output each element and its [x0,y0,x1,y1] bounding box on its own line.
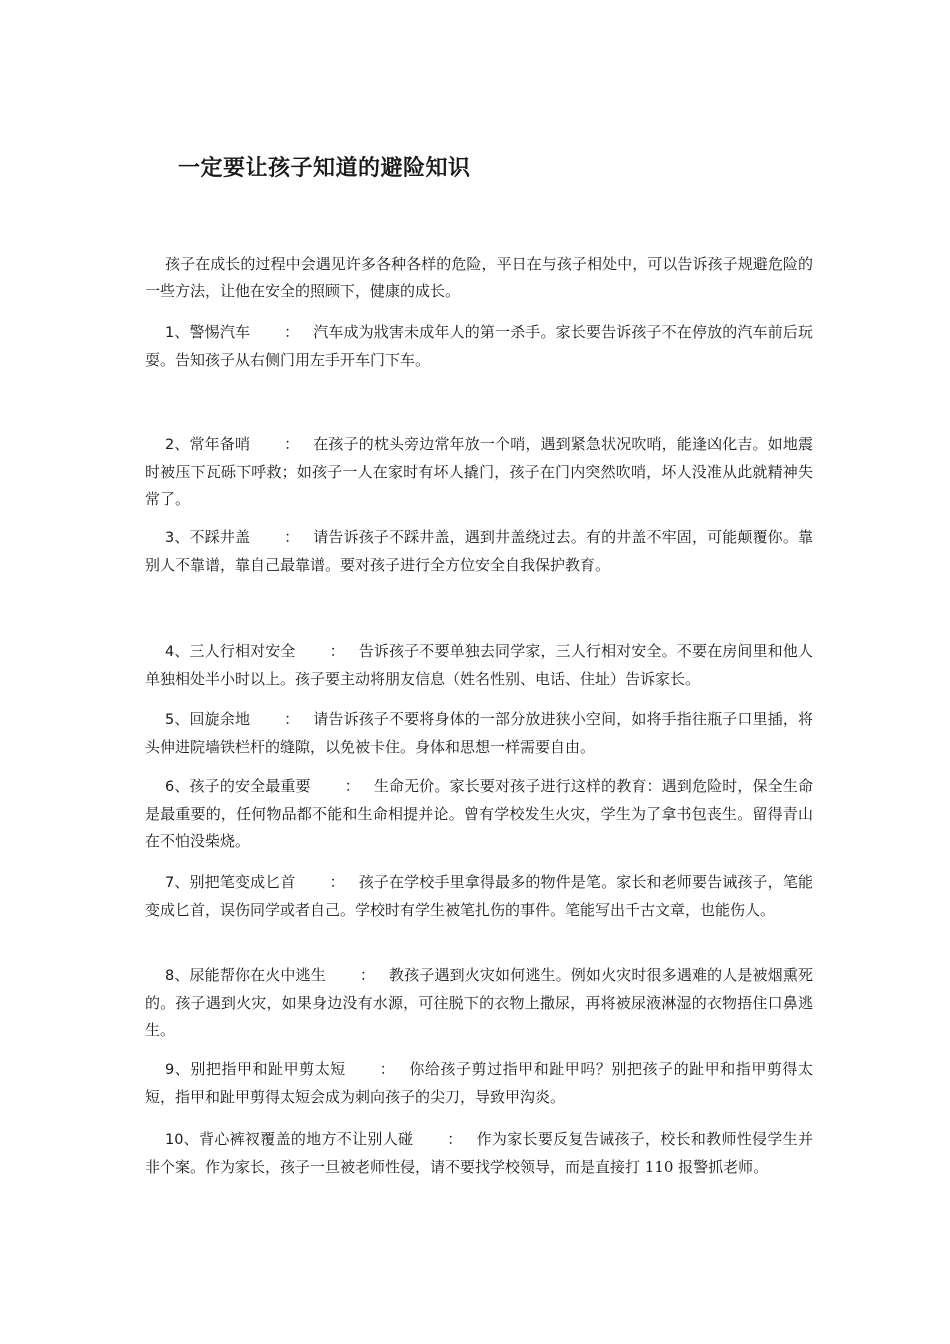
tip-colon: ： [359,966,375,984]
tip-text: 请告诉孩子不要将身体的一部分放进狭小空间，如将手指往瓶子口里插，将头伸进院墙铁栏杆的缝隙，以免被卡住。身体和思想一样需要自由。 [145,710,813,756]
tip-text: 孩子在学校手里拿得最多的物件是笔。家长和老师要告诫孩子，笔能变成匕首，误伤同学或者自己。学校时有学生被笔扎伤的事件。笔能写出千古文章，也能伤人。 [145,873,813,919]
tip-text: 汽车成为戕害未成年人的第一杀手。家长要告诉孩子不在停放的汽车前后玩耍。告知孩子从右侧门用左手开车门下车。 [145,323,813,369]
tip-paragraph-1: 1、警惕汽车 ： 汽车成为戕害未成年人的第一杀手。家长要告诉孩子不在停放的汽车前后玩耍。告知孩子从右侧门用左手开车门下车。 [145,319,813,374]
tip-colon: ： [379,1060,395,1078]
tip-paragraph-10: 10、背心裤衩覆盖的地方不让别人碰 ： 作为家长要反复告诫孩子，校长和教师性侵学生并非个案。作为家长，孩子一旦被老师性侵，请不要找学校领导，而是直接打 110 报警抓老师。 [145,1126,813,1181]
tip-heading: 常年备哨 [189,435,251,453]
tip-paragraph-9: 9、别把指甲和趾甲剪太短 ： 你给孩子剪过指甲和趾甲吗？别把孩子的趾甲和指甲剪得太短，指甲和趾甲剪得太短会成为刺向孩子的尖刀，导致甲沟炎。 [145,1056,813,1111]
document-title: 一定要让孩子知道的避险知识 [178,156,471,181]
tip-paragraph-4: 4、三人行相对安全 ： 告诉孩子不要单独去同学家，三人行相对安全。不要在房间里和他人单独相处半小时以上。孩子要主动将朋友信息（姓名性别、电话、住址）告诉家长。 [145,638,813,693]
tip-text: 教孩子遇到火灾如何逃生。例如火灾时很多遇难的人是被烟熏死的。孩子遇到火灾，如果身边没有水源，可往脱下的衣物上撒尿，再将被尿液淋湿的衣物捂住口鼻逃生。 [145,966,813,1039]
tip-colon: ： [284,710,300,728]
tip-colon: ： [329,642,345,660]
tip-heading: 三人行相对安全 [189,642,296,660]
tip-heading: 别把指甲和趾甲剪太短 [190,1060,346,1078]
tip-number: 7 [165,875,175,891]
tip-paragraph-3: 3、不踩井盖 ： 请告诉孩子不踩井盖，遇到井盖绕过去。有的井盖不牢固，可能颠覆你。靠别人不靠谱，靠自己最靠谱。要对孩子进行全方位安全自我保护教育。 [145,524,813,579]
tip-number: 8 [165,968,175,984]
tip-heading: 别把笔变成匕首 [189,873,296,891]
tip-colon: ： [284,323,300,341]
tip-number: 5 [165,712,175,728]
tip-heading: 回旋余地 [189,710,251,728]
tip-number: 9 [165,1062,175,1078]
tip-text: 告诉孩子不要单独去同学家，三人行相对安全。不要在房间里和他人单独相处半小时以上。孩子要主动将朋友信息（姓名性别、电话、住址）告诉家长。 [145,642,813,688]
tip-colon: ： [284,528,300,546]
tip-number: 10 [165,1132,184,1148]
tip-number: 3 [165,530,175,546]
tip-paragraph-8: 8、尿能帮你在火中逃生 ： 教孩子遇到火灾如何逃生。例如火灾时很多遇难的人是被烟熏死的。孩子遇到火灾，如果身边没有水源，可往脱下的衣物上撒尿，再将被尿液淋湿的衣物捂住口鼻逃生。 [145,962,813,1044]
tip-text: 作为家长要反复告诫孩子，校长和教师性侵学生并非个案。作为家长，孩子一旦被老师性侵，请不要找学校领导，而是直接打 110 报警抓老师。 [145,1130,813,1176]
tip-paragraph-2: 2、常年备哨 ： 在孩子的枕头旁边常年放一个哨，遇到紧急状况吹哨，能逢凶化吉。如地震时被压下瓦砾下呼救；如孩子一人在家时有坏人撬门，孩子在门内突然吹哨，坏人没准从此就精神失常了。 [145,431,813,513]
tip-text: 在孩子的枕头旁边常年放一个哨，遇到紧急状况吹哨，能逢凶化吉。如地震时被压下瓦砾下呼救；如孩子一人在家时有坏人撬门，孩子在门内突然吹哨，坏人没准从此就精神失常了。 [145,435,813,508]
tip-number: 6 [165,779,175,795]
tip-heading: 背心裤衩覆盖的地方不让别人碰 [199,1130,414,1148]
tip-number: 1 [165,325,175,341]
tip-paragraph-6: 6、孩子的安全最重要 ： 生命无价。家长要对孩子进行这样的教育：遇到危险时，保全生命是最重要的，任何物品都不能和生命相提并论。曾有学校发生火灾，学生为了拿书包丧生。留得青山在不怕没柴烧。 [145,773,813,855]
tip-colon: ： [284,435,300,453]
intro-paragraph: 孩子在成长的过程中会遇见许多各种各样的危险，平日在与孩子相处中，可以告诉孩子规避危险的一些方法，让他在安全的照顾下，健康的成长。 [145,255,813,300]
tip-text: 请告诉孩子不踩井盖，遇到井盖绕过去。有的井盖不牢固，可能颠覆你。靠别人不靠谱，靠自己最靠谱。要对孩子进行全方位安全自我保护教育。 [145,528,813,574]
tip-number: 2 [165,437,175,453]
tip-colon: ： [447,1130,463,1148]
tip-colon: ： [329,873,345,891]
tip-heading: 警惕汽车 [189,323,251,341]
tip-text: 生命无价。家长要对孩子进行这样的教育：遇到危险时，保全生命是最重要的，任何物品都不能和生命相提并论。曾有学校发生火灾，学生为了拿书包丧生。留得青山在不怕没柴烧。 [145,777,813,850]
tip-text: 你给孩子剪过指甲和趾甲吗？别把孩子的趾甲和指甲剪得太短，指甲和趾甲剪得太短会成为刺向孩子的尖刀，导致甲沟炎。 [145,1060,813,1106]
tip-paragraph-5: 5、回旋余地 ： 请告诉孩子不要将身体的一部分放进狭小空间，如将手指往瓶子口里插，将头伸进院墙铁栏杆的缝隙，以免被卡住。身体和思想一样需要自由。 [145,706,813,761]
tip-heading: 尿能帮你在火中逃生 [189,966,326,984]
tip-paragraph-7: 7、别把笔变成匕首 ： 孩子在学校手里拿得最多的物件是笔。家长和老师要告诫孩子，笔能变成匕首，误伤同学或者自己。学校时有学生被笔扎伤的事件。笔能写出千古文章，也能伤人。 [145,869,813,924]
tip-number: 4 [165,644,175,660]
tip-heading: 孩子的安全最重要 [189,777,311,795]
tip-heading: 不踩井盖 [189,528,251,546]
tip-colon: ： [344,777,360,795]
